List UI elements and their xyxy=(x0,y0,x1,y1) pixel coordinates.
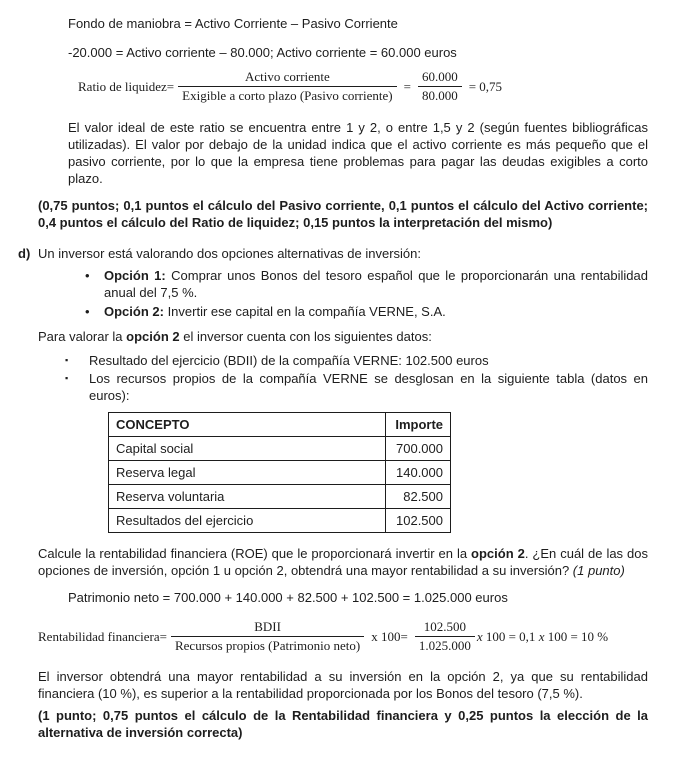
data-intro-bold: opción 2 xyxy=(126,329,180,344)
table-row xyxy=(109,509,451,533)
times-100-operator: x 100= xyxy=(371,628,408,644)
option-2-title: Opción 2: xyxy=(104,304,164,319)
fraction-denominator: Exigible a corto plazo (Pasivo corriente) xyxy=(182,88,393,103)
formula-lhs: Ratio de liquidez= xyxy=(78,78,175,94)
item-d-intro: Un inversor está valorando dos opciones alternativas de inversión: xyxy=(38,246,421,261)
data-point-bdii-text: Resultado del ejercicio (BDII) de la compañía VERNE: 102.500 euros xyxy=(89,353,489,368)
question-bold: opción 2 xyxy=(471,546,525,561)
fraction xyxy=(178,69,396,104)
option-2-list-item xyxy=(85,303,648,320)
conclusion-paragraph: El inversor obtendrá una mayor rentabilidad a su inversión en la opción 2, ya que su rentabilidad financiera (10 %), es superior a la rentabilidad proporcionada por los Bonos del tesoro (7,5 %). xyxy=(38,669,648,701)
data-intro-line xyxy=(38,328,648,345)
liquidity-ratio-formula xyxy=(78,69,680,104)
square-bullet-icon: ▪ xyxy=(65,373,69,383)
data-point-equity-item xyxy=(65,370,648,404)
data-point-equity-text: Los recursos propios de la compañía VERNE se desglosan en la siguiente tabla (datos en euros): xyxy=(89,371,648,403)
data-point-bdii-item xyxy=(65,352,648,369)
table-cell-amount: 82.500 xyxy=(386,485,451,509)
option-2-text xyxy=(104,303,648,320)
table-row xyxy=(109,485,451,509)
table-cell-amount: 140.000 xyxy=(386,461,451,485)
fraction xyxy=(418,69,462,104)
table-cell-amount: 102.500 xyxy=(386,509,451,533)
fraction-numerator: Activo corriente xyxy=(178,69,396,87)
data-intro-pre: Para valorar la xyxy=(38,329,127,344)
question-points: (1 punto) xyxy=(572,563,625,578)
current-assets-line: -20.000 = Activo corriente – 80.000; Activo corriente = 60.000 euros xyxy=(68,45,457,60)
fraction xyxy=(171,619,364,654)
formula-lhs: Rentabilidad financiera= xyxy=(38,628,167,644)
question-pre: Calcule la rentabilidad financiera (ROE) que le proporcionará invertir en la xyxy=(38,546,472,561)
table-cell-amount: 700.000 xyxy=(386,437,451,461)
option-1-list-item xyxy=(85,267,648,301)
fraction-denominator: 1.025.000 xyxy=(418,638,471,653)
score-note-1: (0,75 puntos; 0,1 puntos el cálculo del Pasivo corriente, 0,1 puntos el cálculo del Activo corriente; 0,4 puntos el cálculo del Ratio de liquidez; 0,15 puntos la interpretación del mismo) xyxy=(38,198,648,230)
option-1-title: Opción 1: xyxy=(104,268,166,283)
equity-calculation-line: Patrimonio neto = 700.000 + 140.000 + 82.500 + 102.500 = 1.025.000 euros xyxy=(68,590,508,605)
fraction-numerator: 60.000 xyxy=(418,69,462,87)
fraction-numerator: BDII xyxy=(171,619,364,637)
data-intro-post: el inversor cuenta con los siguientes datos: xyxy=(179,329,432,344)
table-row xyxy=(109,437,451,461)
table-cell-concept: Resultados del ejercicio xyxy=(109,509,386,533)
item-d-row xyxy=(18,245,648,262)
formula-result: = 0,75 xyxy=(468,78,503,94)
table-header-concepto: CONCEPTO xyxy=(109,413,386,437)
working-capital-line: Fondo de maniobra = Activo Corriente – Pasivo Corriente xyxy=(68,16,398,31)
score-note-2: (1 punto; 0,75 puntos el cálculo de la Rentabilidad financiera y 0,25 puntos la elección de la alternativa de inversión correcta) xyxy=(38,708,648,740)
question-paragraph xyxy=(38,545,648,579)
formula-tail-result: 100 = 10 % xyxy=(544,628,609,644)
option-1-text xyxy=(104,267,648,301)
bullet-icon: • xyxy=(85,304,90,319)
formula-x-variable: x xyxy=(476,628,483,644)
equity-table xyxy=(108,412,451,533)
fraction xyxy=(415,619,475,654)
table-header-importe: Importe xyxy=(386,413,451,437)
table-cell-concept: Reserva voluntaria xyxy=(109,485,386,509)
square-bullet-icon: ▪ xyxy=(65,355,69,365)
table-header-row xyxy=(109,413,451,437)
fraction-denominator: Recursos propios (Patrimonio neto) xyxy=(174,638,361,653)
table-row xyxy=(109,461,451,485)
option-1-description: Comprar unos Bonos del tesoro español que le proporcionarán una rentabilidad anual del 7,5 %. xyxy=(104,268,648,300)
bullet-icon: • xyxy=(85,268,90,283)
fraction-denominator: 80.000 xyxy=(421,88,458,103)
formula-x-variable: x xyxy=(538,628,545,644)
item-d-label: d) xyxy=(18,246,31,261)
formula-tail-segment: 100 = 0,1 xyxy=(482,628,539,644)
table-cell-concept: Reserva legal xyxy=(109,461,386,485)
fraction-numerator: 102.500 xyxy=(415,619,475,637)
roe-formula xyxy=(38,619,680,654)
question-mid: . ¿En cuál de las dos opciones de inversión, opción 1 u opción 2, obtendrá una mayor rentabilidad a su inversión? xyxy=(38,546,648,578)
option-2-description: Invertir ese capital en la compañía VERNE, S.A. xyxy=(163,304,446,319)
table-cell-concept: Capital social xyxy=(109,437,386,461)
equals-sign: = xyxy=(403,78,411,94)
ratio-interpretation-paragraph: El valor ideal de este ratio se encuentra entre 1 y 2, o entre 1,5 y 2 (según fuentes bibliográficas utilizadas). El valor por debajo de la unidad indica que el activo corriente es más pequeño que el pasivo corriente, por lo que la empresa tiene problemas para pagar las deudas exigibles a corto plazo. xyxy=(68,120,648,186)
